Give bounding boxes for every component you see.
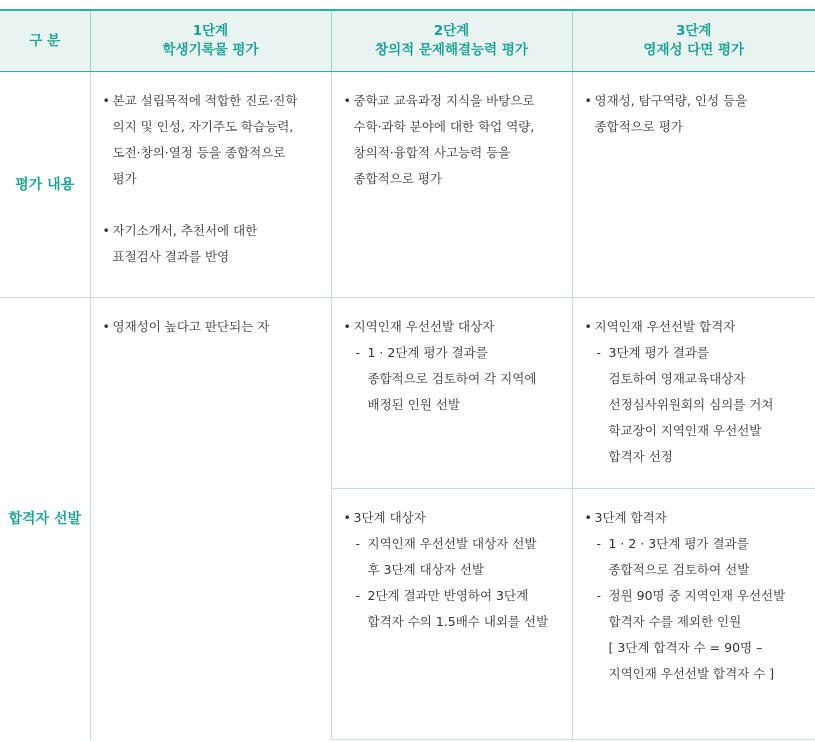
text-line: 학교장이 지역인재 우선선발 [608,423,762,438]
text-line: - 3단계 평가 결과를 [608,345,709,360]
admission-stage-table [0,9,815,740]
text-line: 종합적으로 검토하여 각 지역에 [367,371,537,386]
header-row [0,10,815,72]
text-line: - 지역인재 우선선발 대상자 선발 [367,536,537,551]
text-line: - 1 · 2 · 3단계 평가 결과를 [608,536,749,551]
bullet-item [585,314,806,340]
bullet-item [344,88,562,192]
text-line: 배정된 인원 선발 [367,397,460,412]
formula-note [585,635,806,687]
header-stage-2 [331,10,572,72]
text-line: • 3단계 대상자 [353,510,426,525]
cell-select-stage-2-general [331,489,572,740]
cell-select-stage-2-regional [331,298,572,489]
text-line: 종합적으로 평가 [353,171,442,186]
text-line: - 정원 90명 중 지역인재 우선선발 [608,588,786,603]
dash-item [344,531,562,583]
bullet-item [103,314,321,340]
row-evaluation-content [0,72,815,298]
dash-item [585,340,806,470]
text-line: 후 3단계 대상자 선발 [367,562,484,577]
cell-eval-stage-2 [331,72,572,298]
dash-item [585,583,806,635]
header-category [0,10,90,72]
text-line: [ 3단계 합격자 수 = 90명 – [608,640,763,655]
stage-3-number: 3단계 [676,23,712,39]
bullet-item [103,218,321,270]
stage-3-title: 영재성 다면 평가 [643,42,745,58]
row-label-selection: 합격자 선발 [0,298,90,740]
header-stage-1 [90,10,331,72]
cell-eval-stage-3 [572,72,815,298]
text-line: 합격자 수의 1.5배수 내외를 선발 [367,614,549,629]
bullet-item [344,314,562,340]
bullet-item [103,88,321,192]
dash-item [585,531,806,583]
bullet-item [585,88,806,140]
text-line: 의지 및 인성, 자기주도 학습능력, [112,119,294,134]
text-line: 도전·창의·열정 등을 종합적으로 [112,145,286,160]
dash-item [344,340,562,418]
header-category-label: 구 분 [29,32,61,49]
header-stage-3 [572,10,815,72]
text-line: - 1 · 2단계 평가 결과를 [367,345,488,360]
bullet-item [344,505,562,531]
text-line: 합격자 수를 제외한 인원 [608,614,742,629]
text-line: 창의적·융합적 사고능력 등을 [353,145,511,160]
text-line: 수학·과학 분야에 대한 학업 역량, [353,119,535,134]
stage-1-title: 학생기록물 평가 [162,42,259,58]
text-line: 선정심사위원회의 심의를 거쳐 [608,397,774,412]
cell-eval-stage-1 [90,72,331,298]
text-line: 평가 [112,171,137,186]
text-line: • 지역인재 우선선발 합격자 [594,319,736,334]
stage-1-number: 1단계 [192,23,229,39]
text-line: 합격자 선정 [608,449,673,464]
text-line: 종합적으로 평가 [594,119,683,134]
text-line: • 영재성이 높다고 판단되는 자 [112,319,270,334]
text-line: - 2단계 결과만 반영하여 3단계 [367,588,529,603]
text-line: 표절검사 결과를 반영 [112,249,230,264]
text-line: 종합적으로 검토하여 선발 [608,562,750,577]
bullet-item [585,505,806,531]
text-line: • 본교 설립목적에 적합한 진로·진학 [112,93,298,108]
stage-2-title: 창의적 문제해결능력 평가 [375,42,528,58]
cell-select-stage-1 [90,298,331,740]
row-selection-upper [0,298,815,489]
stage-2-number: 2단계 [433,23,470,39]
text-line: • 자기소개서, 추천서에 대한 [112,223,258,238]
text-line: 검토하여 영재교육대상자 [608,371,746,386]
text-line: • 지역인재 우선선발 대상자 [353,319,495,334]
text-line: • 중학교 교육과정 지식을 바탕으로 [353,93,535,108]
cell-select-stage-3-general [572,489,815,740]
text-line: • 영재성, 탐구역량, 인성 등을 [594,93,748,108]
dash-item [344,583,562,635]
cell-select-stage-3-regional [572,298,815,489]
row-label-evaluation: 평가 내용 [0,72,90,298]
text-line: 지역인재 우선선발 합격자 수 ] [608,666,775,681]
text-line: • 3단계 합격자 [594,510,667,525]
